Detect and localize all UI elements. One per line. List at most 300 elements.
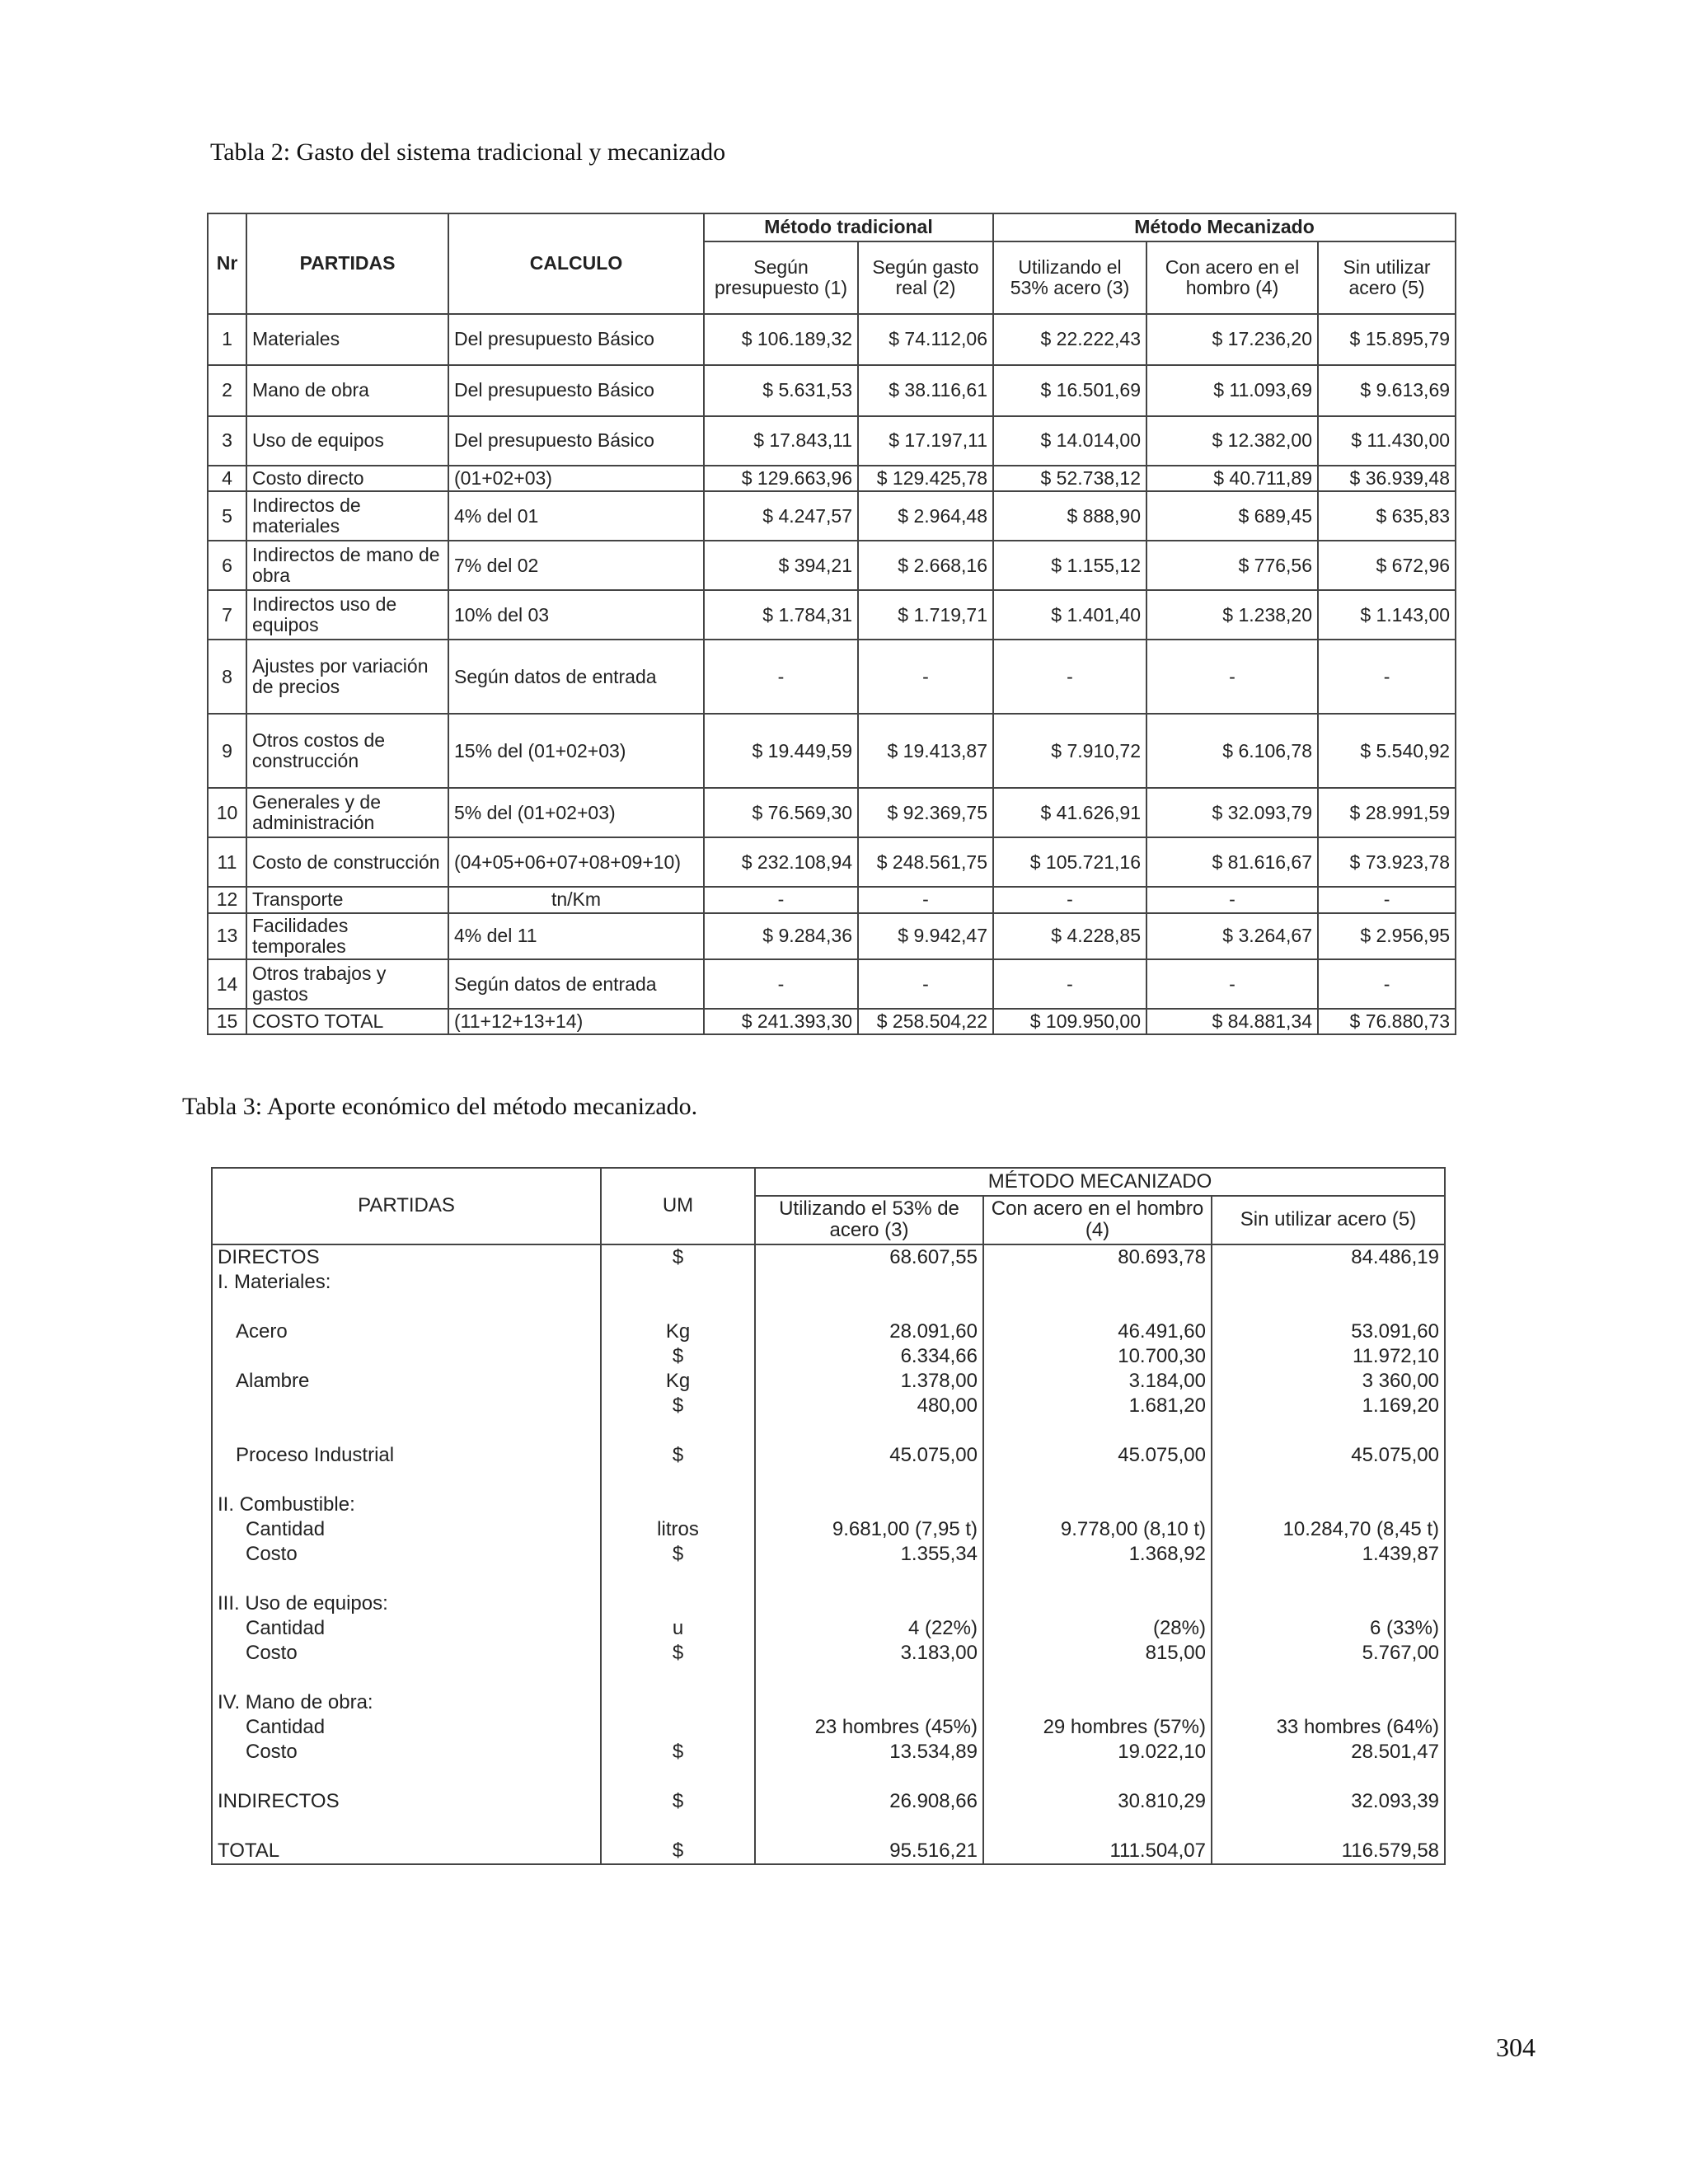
- partida-cell: [212, 1765, 601, 1789]
- value-cell: 4 (22%): [755, 1616, 983, 1641]
- page-number: 304: [1496, 2032, 1536, 2062]
- value-cell: [755, 1295, 983, 1319]
- partida-cell: Costo: [212, 1641, 601, 1666]
- header-um: UM: [601, 1168, 755, 1244]
- partida-cell: [212, 1344, 601, 1369]
- um-cell: [601, 1715, 755, 1740]
- value-cell: -: [1318, 640, 1456, 714]
- table-row: [212, 1641, 1445, 1666]
- value-cell: 23 hombres (45%): [755, 1715, 983, 1740]
- value-cell: $ 19.449,59: [704, 714, 858, 788]
- value-cell: 9.778,00 (8,10 t): [983, 1517, 1212, 1542]
- table-row: [212, 1616, 1445, 1641]
- value-cell: 45.075,00: [983, 1443, 1212, 1468]
- value-cell: 9.681,00 (7,95 t): [755, 1517, 983, 1542]
- table-row: [212, 1567, 1445, 1591]
- table-row: [212, 1344, 1445, 1369]
- table-row: [212, 1666, 1445, 1690]
- value-cell: $ 1.238,20: [1146, 590, 1318, 640]
- value-cell: $ 109.950,00: [993, 1009, 1146, 1034]
- table-row: [212, 1542, 1445, 1567]
- value-cell: $ 888,90: [993, 491, 1146, 541]
- value-cell: $ 3.264,67: [1146, 913, 1318, 960]
- um-cell: $: [601, 1244, 755, 1270]
- value-cell: 80.693,78: [983, 1244, 1212, 1270]
- value-cell: $ 689,45: [1146, 491, 1318, 541]
- partida-cell: Indirectos de materiales: [246, 491, 448, 541]
- value-cell: $ 76.880,73: [1318, 1009, 1456, 1034]
- value-cell: $ 15.895,79: [1318, 314, 1456, 365]
- table-row: [208, 788, 1456, 837]
- partida-cell: Costo de construcción: [246, 837, 448, 887]
- value-cell: 815,00: [983, 1641, 1212, 1666]
- value-cell: $ 40.711,89: [1146, 466, 1318, 491]
- table-row: [212, 1789, 1445, 1814]
- value-cell: $ 1.143,00: [1318, 590, 1456, 640]
- partida-cell: Costo: [212, 1542, 601, 1567]
- value-cell: $ 776,56: [1146, 541, 1318, 590]
- calculo-cell: 15% del (01+02+03): [448, 714, 704, 788]
- value-cell: 1.169,20: [1212, 1394, 1445, 1418]
- value-cell: [755, 1418, 983, 1443]
- table-row: [208, 314, 1456, 365]
- calculo-cell: 10% del 03: [448, 590, 704, 640]
- value-cell: -: [858, 640, 993, 714]
- value-cell: [983, 1493, 1212, 1517]
- table-row: [212, 1468, 1445, 1493]
- header-col5: Sin utilizar acero (5): [1212, 1196, 1445, 1244]
- value-cell: [1212, 1690, 1445, 1715]
- um-cell: [601, 1270, 755, 1295]
- value-cell: $ 232.108,94: [704, 837, 858, 887]
- value-cell: -: [704, 887, 858, 912]
- value-cell: $ 41.626,91: [993, 788, 1146, 837]
- um-cell: u: [601, 1616, 755, 1641]
- header-col3: Utilizando el 53% acero (3): [993, 241, 1146, 314]
- row-number: 6: [208, 541, 246, 590]
- value-cell: $ 248.561,75: [858, 837, 993, 887]
- header-metodo-tradicional: Método tradicional: [704, 213, 993, 241]
- value-cell: $ 84.881,34: [1146, 1009, 1318, 1034]
- table-row: [212, 1270, 1445, 1295]
- partida-cell: Generales y de administración: [246, 788, 448, 837]
- calculo-cell: 5% del (01+02+03): [448, 788, 704, 837]
- header-col4: Con acero en el hombro (4): [983, 1196, 1212, 1244]
- value-cell: $ 6.106,78: [1146, 714, 1318, 788]
- partida-cell: [212, 1295, 601, 1319]
- table-row: [212, 1369, 1445, 1394]
- um-cell: [601, 1690, 755, 1715]
- value-cell: $ 1.401,40: [993, 590, 1146, 640]
- value-cell: $ 4.228,85: [993, 913, 1146, 960]
- value-cell: 29 hombres (57%): [983, 1715, 1212, 1740]
- value-cell: $ 258.504,22: [858, 1009, 993, 1034]
- calculo-cell: Según datos de entrada: [448, 959, 704, 1009]
- partida-cell: [212, 1468, 601, 1493]
- row-number: 11: [208, 837, 246, 887]
- value-cell: $ 19.413,87: [858, 714, 993, 788]
- partida-cell: [212, 1394, 601, 1418]
- partida-cell: Otros costos de construcción: [246, 714, 448, 788]
- value-cell: [1212, 1814, 1445, 1839]
- value-cell: [755, 1690, 983, 1715]
- row-number: 5: [208, 491, 246, 541]
- value-cell: 116.579,58: [1212, 1839, 1445, 1864]
- value-cell: [1212, 1295, 1445, 1319]
- row-number: 4: [208, 466, 246, 491]
- um-cell: Kg: [601, 1319, 755, 1344]
- value-cell: -: [1146, 640, 1318, 714]
- value-cell: $ 5.631,53: [704, 365, 858, 416]
- table-row: [208, 541, 1456, 590]
- um-cell: [601, 1418, 755, 1443]
- table3: [211, 1167, 1446, 1865]
- value-cell: 10.284,70 (8,45 t): [1212, 1517, 1445, 1542]
- partida-cell: [212, 1567, 601, 1591]
- partida-cell: Costo: [212, 1740, 601, 1765]
- row-number: 14: [208, 959, 246, 1009]
- value-cell: 1.681,20: [983, 1394, 1212, 1418]
- partida-cell: COSTO TOTAL: [246, 1009, 448, 1034]
- value-cell: $ 22.222,43: [993, 314, 1146, 365]
- header-col5: Sin utilizar acero (5): [1318, 241, 1456, 314]
- calculo-cell: Según datos de entrada: [448, 640, 704, 714]
- value-cell: (28%): [983, 1616, 1212, 1641]
- table-row: [212, 1591, 1445, 1616]
- calculo-cell: Del presupuesto Básico: [448, 314, 704, 365]
- calculo-cell: Del presupuesto Básico: [448, 416, 704, 466]
- um-cell: $: [601, 1839, 755, 1864]
- value-cell: [1212, 1666, 1445, 1690]
- partida-cell: TOTAL: [212, 1839, 601, 1864]
- header-calculo: CALCULO: [448, 213, 704, 314]
- value-cell: $ 16.501,69: [993, 365, 1146, 416]
- value-cell: $ 5.540,92: [1318, 714, 1456, 788]
- table-row: [208, 640, 1456, 714]
- partida-cell: DIRECTOS: [212, 1244, 601, 1270]
- value-cell: $ 9.942,47: [858, 913, 993, 960]
- table-row: [208, 887, 1456, 912]
- value-cell: 111.504,07: [983, 1839, 1212, 1864]
- value-cell: $ 32.093,79: [1146, 788, 1318, 837]
- table-row: [212, 1244, 1445, 1270]
- value-cell: $ 672,96: [1318, 541, 1456, 590]
- value-cell: -: [993, 959, 1146, 1009]
- table-row: [208, 1009, 1456, 1034]
- value-cell: 30.810,29: [983, 1789, 1212, 1814]
- um-cell: $: [601, 1740, 755, 1765]
- value-cell: -: [1146, 959, 1318, 1009]
- um-cell: $: [601, 1542, 755, 1567]
- table-row: [208, 491, 1456, 541]
- value-cell: $ 9.284,36: [704, 913, 858, 960]
- value-cell: [755, 1666, 983, 1690]
- value-cell: 3.184,00: [983, 1369, 1212, 1394]
- value-cell: 28.501,47: [1212, 1740, 1445, 1765]
- table-row: [212, 1493, 1445, 1517]
- um-cell: [601, 1295, 755, 1319]
- table2-caption: Tabla 2: Gasto del sistema tradicional y mecanizado: [210, 138, 726, 166]
- row-number: 2: [208, 365, 246, 416]
- value-cell: $ 4.247,57: [704, 491, 858, 541]
- partida-cell: Ajustes por variación de precios: [246, 640, 448, 714]
- table-row: [208, 365, 1456, 416]
- value-cell: $ 2.964,48: [858, 491, 993, 541]
- table-row: [208, 959, 1456, 1009]
- header-partidas: PARTIDAS: [212, 1168, 601, 1244]
- table-row: [208, 466, 1456, 491]
- partida-cell: Uso de equipos: [246, 416, 448, 466]
- value-cell: $ 1.155,12: [993, 541, 1146, 590]
- value-cell: $ 1.784,31: [704, 590, 858, 640]
- um-cell: [601, 1814, 755, 1839]
- row-number: 13: [208, 913, 246, 960]
- partida-cell: II. Combustible:: [212, 1493, 601, 1517]
- value-cell: $ 52.738,12: [993, 466, 1146, 491]
- um-cell: Kg: [601, 1369, 755, 1394]
- value-cell: 6 (33%): [1212, 1616, 1445, 1641]
- um-cell: $: [601, 1344, 755, 1369]
- value-cell: $ 17.843,11: [704, 416, 858, 466]
- value-cell: $ 129.663,96: [704, 466, 858, 491]
- table3-caption: Tabla 3: Aporte económico del método mecanizado.: [182, 1093, 698, 1120]
- value-cell: [1212, 1468, 1445, 1493]
- value-cell: 28.091,60: [755, 1319, 983, 1344]
- row-number: 3: [208, 416, 246, 466]
- value-cell: 19.022,10: [983, 1740, 1212, 1765]
- header-col1: Según presupuesto (1): [704, 241, 858, 314]
- value-cell: 53.091,60: [1212, 1319, 1445, 1344]
- row-number: 12: [208, 887, 246, 912]
- value-cell: [755, 1591, 983, 1616]
- table-row: [212, 1319, 1445, 1344]
- partida-cell: III. Uso de equipos:: [212, 1591, 601, 1616]
- value-cell: -: [1146, 887, 1318, 912]
- value-cell: 11.972,10: [1212, 1344, 1445, 1369]
- value-cell: 68.607,55: [755, 1244, 983, 1270]
- value-cell: $ 2.668,16: [858, 541, 993, 590]
- value-cell: $ 28.991,59: [1318, 788, 1456, 837]
- um-cell: [601, 1765, 755, 1789]
- value-cell: [983, 1567, 1212, 1591]
- value-cell: [1212, 1493, 1445, 1517]
- partida-cell: Cantidad: [212, 1517, 601, 1542]
- value-cell: $ 11.093,69: [1146, 365, 1318, 416]
- calculo-cell: (04+05+06+07+08+09+10): [448, 837, 704, 887]
- value-cell: 45.075,00: [755, 1443, 983, 1468]
- value-cell: 26.908,66: [755, 1789, 983, 1814]
- value-cell: -: [704, 640, 858, 714]
- row-number: 1: [208, 314, 246, 365]
- header-col3: Utilizando el 53% de acero (3): [755, 1196, 983, 1244]
- table-row: [212, 1418, 1445, 1443]
- value-cell: 6.334,66: [755, 1344, 983, 1369]
- value-cell: 45.075,00: [1212, 1443, 1445, 1468]
- value-cell: [983, 1591, 1212, 1616]
- table2: [207, 213, 1456, 1035]
- value-cell: 32.093,39: [1212, 1789, 1445, 1814]
- value-cell: [983, 1270, 1212, 1295]
- value-cell: -: [1318, 887, 1456, 912]
- value-cell: $ 81.616,67: [1146, 837, 1318, 887]
- um-cell: [601, 1468, 755, 1493]
- value-cell: $ 9.613,69: [1318, 365, 1456, 416]
- header-nr: Nr: [208, 213, 246, 314]
- value-cell: [983, 1690, 1212, 1715]
- um-cell: $: [601, 1443, 755, 1468]
- value-cell: $ 7.910,72: [993, 714, 1146, 788]
- row-number: 10: [208, 788, 246, 837]
- partida-cell: Costo directo: [246, 466, 448, 491]
- table-row: [212, 1740, 1445, 1765]
- table-row: [212, 1443, 1445, 1468]
- value-cell: [983, 1765, 1212, 1789]
- um-cell: $: [601, 1394, 755, 1418]
- value-cell: -: [704, 959, 858, 1009]
- value-cell: 5.767,00: [1212, 1641, 1445, 1666]
- calculo-cell: tn/Km: [448, 887, 704, 912]
- table-row: [212, 1690, 1445, 1715]
- um-cell: $: [601, 1641, 755, 1666]
- value-cell: $ 36.939,48: [1318, 466, 1456, 491]
- value-cell: 1.378,00: [755, 1369, 983, 1394]
- value-cell: $ 2.956,95: [1318, 913, 1456, 960]
- value-cell: [1212, 1567, 1445, 1591]
- table-row: [208, 416, 1456, 466]
- value-cell: 10.700,30: [983, 1344, 1212, 1369]
- value-cell: $ 76.569,30: [704, 788, 858, 837]
- value-cell: $ 92.369,75: [858, 788, 993, 837]
- partida-cell: Facilidades temporales: [246, 913, 448, 960]
- partida-cell: Acero: [212, 1319, 601, 1344]
- value-cell: $ 12.382,00: [1146, 416, 1318, 466]
- value-cell: 33 hombres (64%): [1212, 1715, 1445, 1740]
- header-col4: Con acero en el hombro (4): [1146, 241, 1318, 314]
- partida-cell: Indirectos uso de equipos: [246, 590, 448, 640]
- row-number: 8: [208, 640, 246, 714]
- value-cell: [983, 1295, 1212, 1319]
- table-row: [212, 1765, 1445, 1789]
- value-cell: 84.486,19: [1212, 1244, 1445, 1270]
- calculo-cell: Del presupuesto Básico: [448, 365, 704, 416]
- table-row: [212, 1715, 1445, 1740]
- table-row: [212, 1517, 1445, 1542]
- value-cell: $ 1.719,71: [858, 590, 993, 640]
- partida-cell: [212, 1666, 601, 1690]
- um-cell: [601, 1493, 755, 1517]
- table-row: [208, 714, 1456, 788]
- value-cell: [1212, 1591, 1445, 1616]
- value-cell: -: [858, 959, 993, 1009]
- value-cell: [1212, 1765, 1445, 1789]
- calculo-cell: 4% del 11: [448, 913, 704, 960]
- value-cell: [983, 1418, 1212, 1443]
- um-cell: [601, 1666, 755, 1690]
- partida-cell: [212, 1814, 601, 1839]
- value-cell: -: [1318, 959, 1456, 1009]
- value-cell: $ 73.923,78: [1318, 837, 1456, 887]
- value-cell: $ 105.721,16: [993, 837, 1146, 887]
- calculo-cell: 7% del 02: [448, 541, 704, 590]
- partida-cell: Materiales: [246, 314, 448, 365]
- value-cell: $ 17.236,20: [1146, 314, 1318, 365]
- value-cell: $ 11.430,00: [1318, 416, 1456, 466]
- value-cell: 1.439,87: [1212, 1542, 1445, 1567]
- value-cell: [983, 1468, 1212, 1493]
- partida-cell: Transporte: [246, 887, 448, 912]
- table-row: [208, 590, 1456, 640]
- header-metodo-mecanizado: Método Mecanizado: [993, 213, 1456, 241]
- value-cell: -: [993, 640, 1146, 714]
- value-cell: $ 129.425,78: [858, 466, 993, 491]
- calculo-cell: 4% del 01: [448, 491, 704, 541]
- value-cell: 13.534,89: [755, 1740, 983, 1765]
- value-cell: [755, 1765, 983, 1789]
- table-row: [212, 1295, 1445, 1319]
- partida-cell: [212, 1418, 601, 1443]
- header-col2: Según gasto real (2): [858, 241, 993, 314]
- partida-cell: IV. Mano de obra:: [212, 1690, 601, 1715]
- value-cell: [755, 1493, 983, 1517]
- calculo-cell: (11+12+13+14): [448, 1009, 704, 1034]
- um-cell: [601, 1591, 755, 1616]
- value-cell: [1212, 1270, 1445, 1295]
- partida-cell: Cantidad: [212, 1715, 601, 1740]
- table-row: [212, 1394, 1445, 1418]
- value-cell: [1212, 1418, 1445, 1443]
- table-row: [212, 1839, 1445, 1864]
- value-cell: 480,00: [755, 1394, 983, 1418]
- partida-cell: Proceso Industrial: [212, 1443, 601, 1468]
- value-cell: $ 17.197,11: [858, 416, 993, 466]
- value-cell: [755, 1567, 983, 1591]
- partida-cell: Cantidad: [212, 1616, 601, 1641]
- row-number: 7: [208, 590, 246, 640]
- calculo-cell: (01+02+03): [448, 466, 704, 491]
- row-number: 9: [208, 714, 246, 788]
- value-cell: $ 74.112,06: [858, 314, 993, 365]
- value-cell: -: [993, 887, 1146, 912]
- value-cell: 1.355,34: [755, 1542, 983, 1567]
- header-metodo-mecanizado: MÉTODO MECANIZADO: [755, 1168, 1445, 1196]
- partida-cell: Mano de obra: [246, 365, 448, 416]
- value-cell: -: [858, 887, 993, 912]
- value-cell: 1.368,92: [983, 1542, 1212, 1567]
- value-cell: [755, 1270, 983, 1295]
- table-row: [212, 1814, 1445, 1839]
- partida-cell: Alambre: [212, 1369, 601, 1394]
- row-number: 15: [208, 1009, 246, 1034]
- value-cell: 95.516,21: [755, 1839, 983, 1864]
- um-cell: $: [601, 1789, 755, 1814]
- table-row: [208, 837, 1456, 887]
- value-cell: [755, 1814, 983, 1839]
- value-cell: 46.491,60: [983, 1319, 1212, 1344]
- table-row: [208, 913, 1456, 960]
- partida-cell: Indirectos de mano de obra: [246, 541, 448, 590]
- partida-cell: Otros trabajos y gastos: [246, 959, 448, 1009]
- value-cell: [983, 1666, 1212, 1690]
- value-cell: [983, 1814, 1212, 1839]
- value-cell: $ 241.393,30: [704, 1009, 858, 1034]
- partida-cell: I. Materiales:: [212, 1270, 601, 1295]
- value-cell: $ 14.014,00: [993, 416, 1146, 466]
- value-cell: 3.183,00: [755, 1641, 983, 1666]
- value-cell: $ 38.116,61: [858, 365, 993, 416]
- um-cell: litros: [601, 1517, 755, 1542]
- header-partidas: PARTIDAS: [246, 213, 448, 314]
- value-cell: [755, 1468, 983, 1493]
